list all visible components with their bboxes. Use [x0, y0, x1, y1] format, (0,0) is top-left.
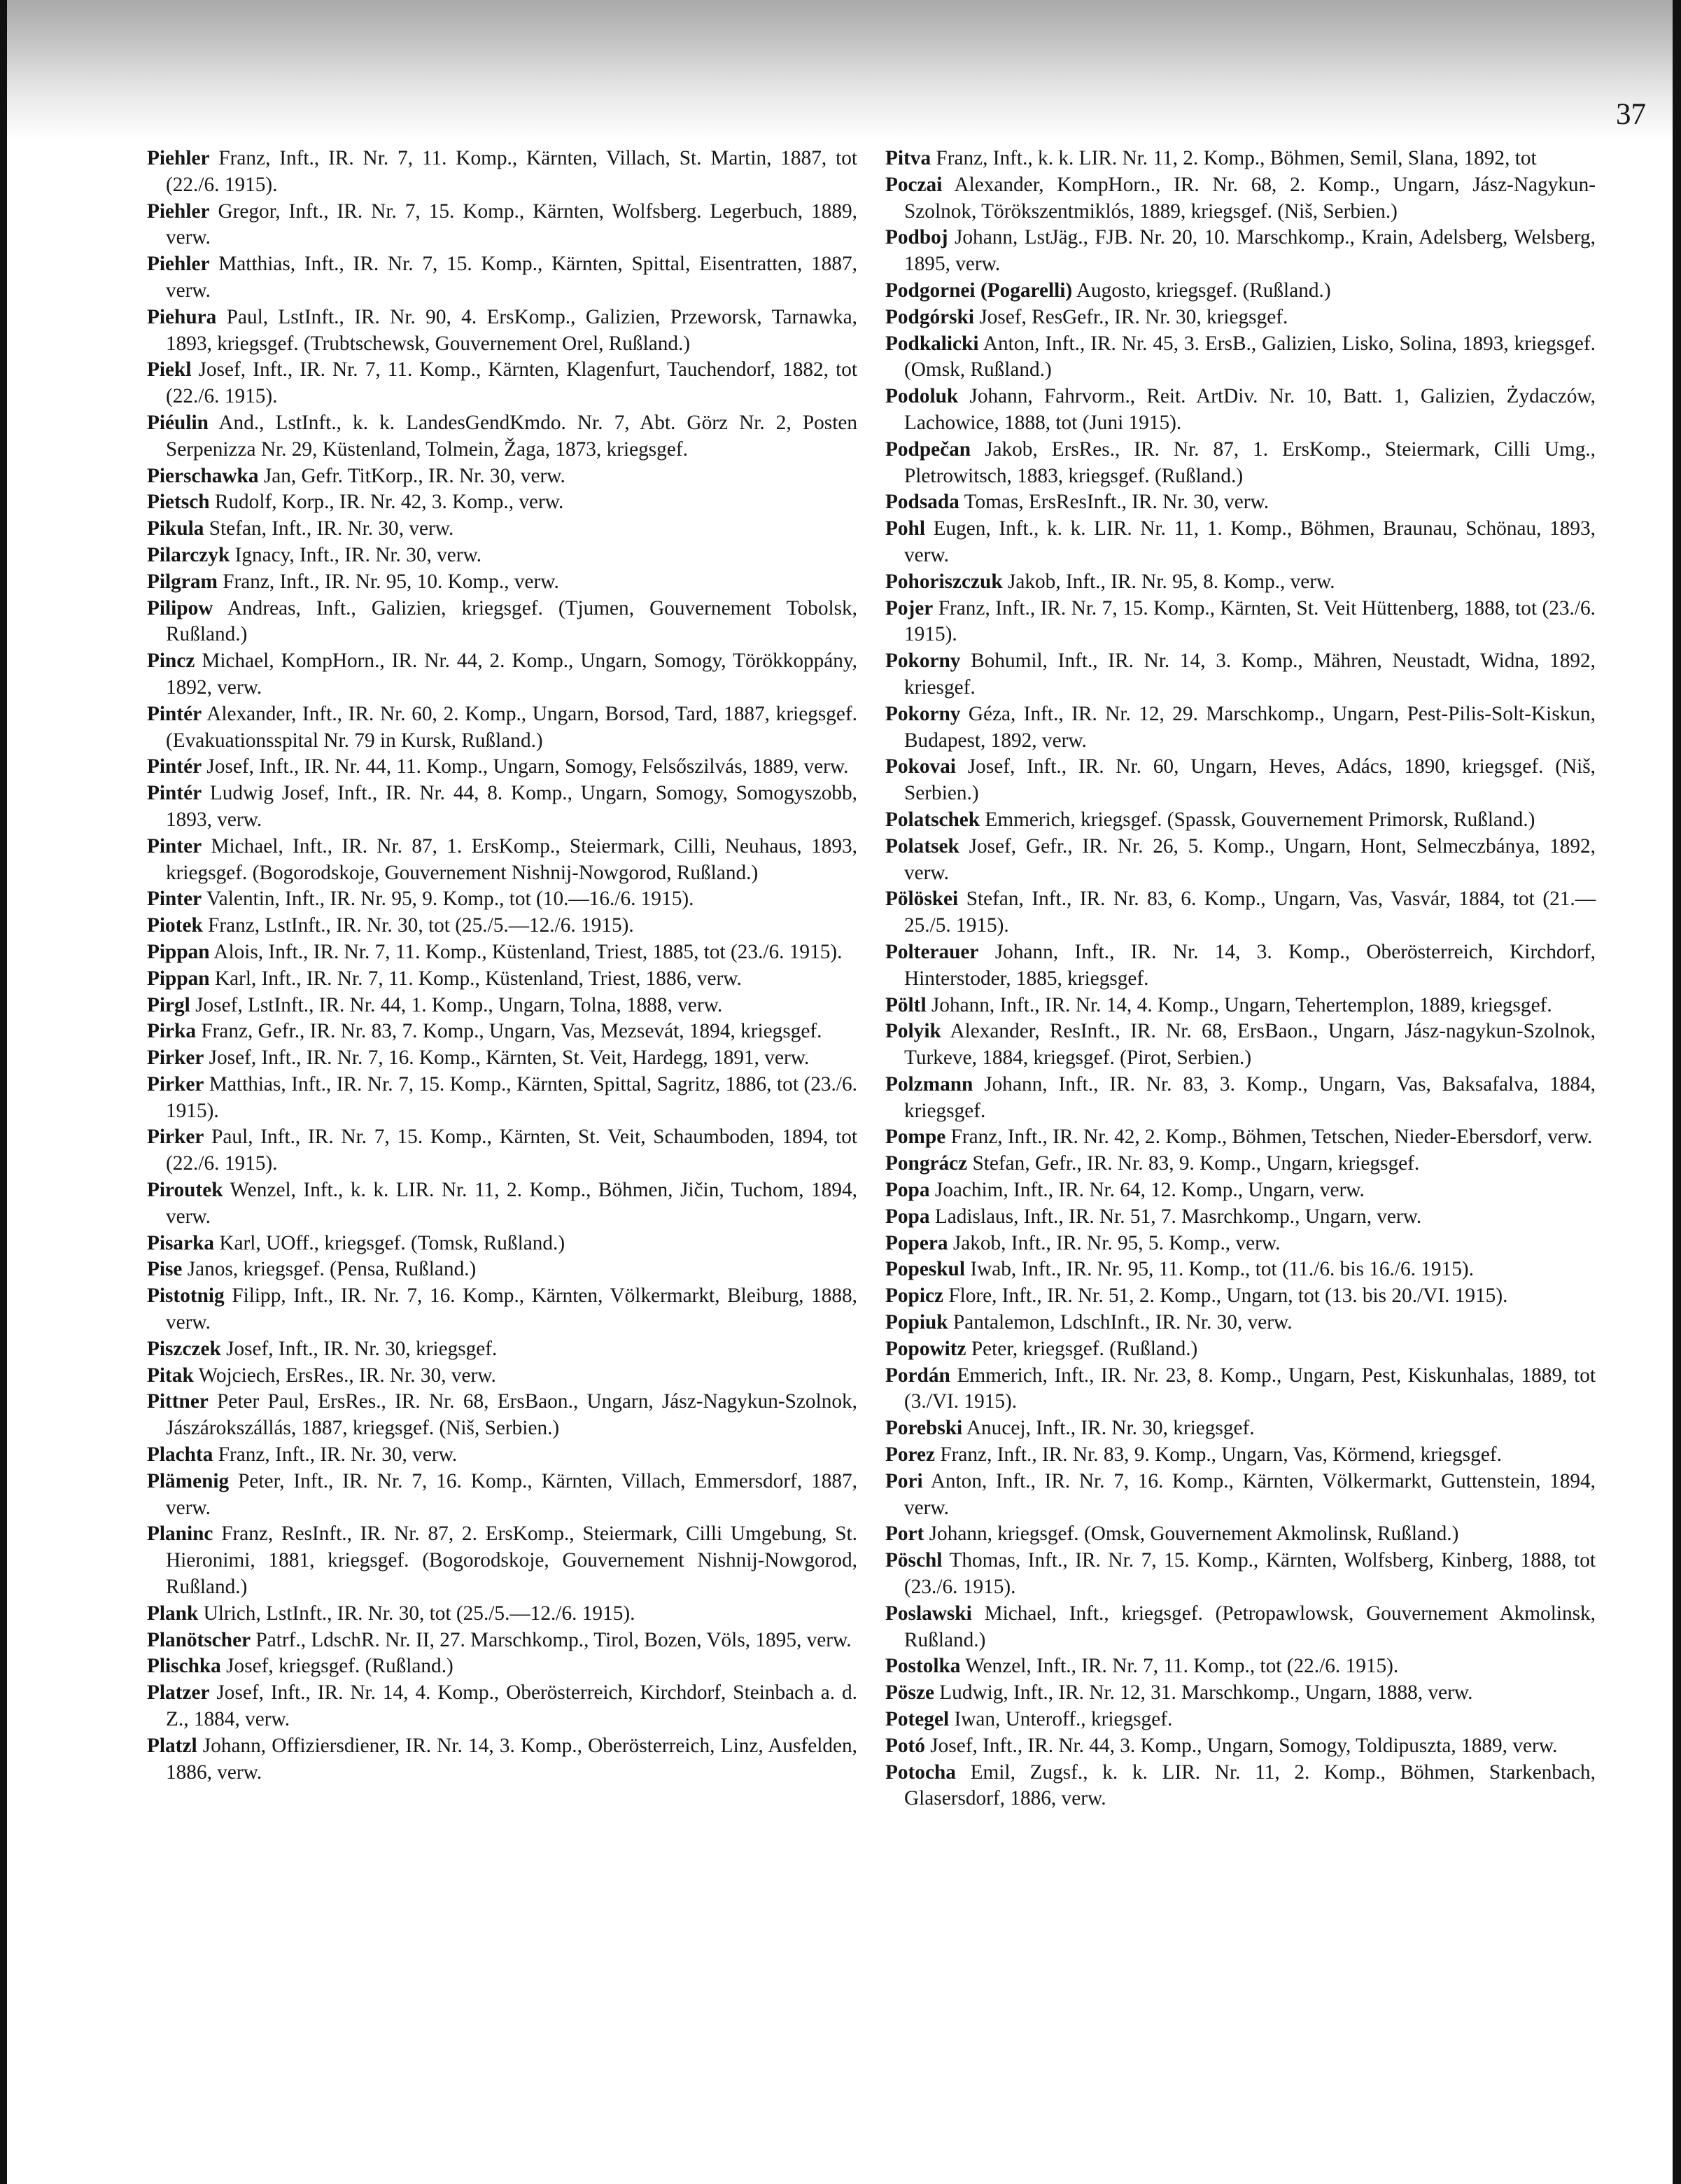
entry-details: Alexander, Inft., IR. Nr. 60, 2. Komp., Ungarn, Borsod, Tard, 1887, kriegsgef. (Evakuationsspital Nr. 79 in Kursk, Rußland.): [166, 702, 857, 752]
list-entry: [147, 913, 857, 939]
entry-details: Wojciech, ErsRes., IR. Nr. 30, verw.: [198, 1364, 496, 1387]
entry-surname: Pori: [885, 1469, 923, 1492]
entry-surname: Polatsek: [885, 834, 959, 858]
list-entry: [147, 1336, 857, 1363]
entry-details: Géza, Inft., IR. Nr. 12, 29. Marschkomp., Ungarn, Pest-Pilis-Solt-Kiskun, Budapest, 1892, verw.: [904, 702, 1596, 752]
entry-details: Franz, ResInft., IR. Nr. 87, 2. ErsKomp., Steiermark, Cilli Umgebung, St. Hieronimi, 1881, kriegsgef. (Bogorodskoje, Gouvernement Nishnij-Nowgorod, Rußland.): [166, 1522, 857, 1599]
list-entry: [885, 1336, 1596, 1363]
entry-surname: Pinter: [147, 834, 202, 858]
entry-surname: Podgornei (Pogarelli): [885, 279, 1073, 302]
entry-surname: Pintér: [147, 755, 202, 778]
entry-details: Jan, Gefr. TitKorp., IR. Nr. 30, verw.: [263, 464, 565, 487]
entry-details: Wenzel, Inft., k. k. LIR. Nr. 11, 2. Komp., Böhmen, Jičin, Tuchom, 1894, verw.: [166, 1179, 857, 1228]
list-entry: [885, 1733, 1596, 1760]
entry-surname: Pitak: [147, 1364, 194, 1387]
scan-shading: [0, 0, 1681, 140]
list-entry: [885, 1072, 1596, 1125]
list-entry: [147, 251, 857, 304]
list-entry: [885, 1469, 1596, 1522]
entry-surname: Polyik: [885, 1020, 941, 1043]
list-entry: [147, 834, 857, 887]
entry-surname: Pölöskei: [885, 888, 959, 911]
entry-surname: Plachta: [147, 1443, 213, 1466]
entry-surname: Planinc: [147, 1522, 213, 1546]
list-entry: [885, 1442, 1596, 1469]
list-entry: [885, 331, 1596, 384]
entry-details: Flore, Inft., IR. Nr. 51, 2. Komp., Ungarn, tot (13. bis 20./VI. 1915).: [948, 1284, 1508, 1308]
entry-surname: Pöltl: [885, 993, 927, 1016]
entry-details: Matthias, Inft., IR. Nr. 7, 15. Komp., Kärnten, Spittal, Eisentratten, 1887, verw.: [166, 253, 858, 302]
entry-details: Johann, kriegsgef. (Omsk, Gouvernement Akmolinsk, Rußland.): [929, 1522, 1459, 1546]
entry-details: Iwab, Inft., IR. Nr. 95, 11. Komp., tot (11./6. bis 16./6. 1915).: [970, 1258, 1474, 1281]
entry-details: Franz, Gefr., IR. Nr. 83, 7. Komp., Ungarn, Vas, Mezsevát, 1894, kriegsgef.: [201, 1020, 822, 1043]
entry-surname: Piehler: [147, 200, 210, 223]
list-entry: [147, 1363, 857, 1390]
entry-surname: Piehler: [147, 253, 210, 276]
entry-details: Johann, Inft., IR. Nr. 14, 4. Komp., Ungarn, Tehertemplon, 1889, kriegsgef.: [931, 993, 1552, 1016]
entry-surname: Platzl: [147, 1734, 197, 1757]
entry-surname: Pojer: [885, 596, 934, 620]
entry-details: Augosto, kriegsgef. (Rußland.): [1076, 279, 1331, 302]
entry-surname: Pintér: [147, 702, 202, 725]
entry-surname: Popeskul: [885, 1258, 965, 1281]
entry-surname: Popiuk: [885, 1311, 948, 1334]
entry-surname: Potegel: [885, 1708, 950, 1731]
list-entry: [885, 1760, 1596, 1813]
list-entry: [147, 463, 857, 490]
entry-details: Iwan, Unteroff., kriegsgef.: [954, 1708, 1173, 1731]
entry-surname: Piszczek: [147, 1337, 221, 1360]
entry-surname: Pittner: [147, 1390, 209, 1413]
list-entry: [885, 278, 1596, 304]
list-entry: [885, 384, 1596, 437]
entry-details: Franz, Inft., IR. Nr. 83, 9. Komp., Ungarn, Vas, Körmend, kriegsgef.: [940, 1443, 1502, 1466]
entry-details: Karl, Inft., IR. Nr. 7, 11. Komp., Küstenland, Triest, 1886, verw.: [214, 967, 742, 990]
list-entry: [885, 1018, 1596, 1072]
entry-surname: Pirker: [147, 1072, 204, 1096]
entry-details: Josef, Inft., IR. Nr. 14, 4. Komp., Oberösterreich, Kirchdorf, Steinbach a. d. Z., 1884, verw.: [166, 1681, 857, 1731]
entry-details: Peter, Inft., IR. Nr. 7, 16. Komp., Kärnten, Villach, Emmersdorf, 1887, verw.: [166, 1469, 858, 1519]
list-entry: [885, 516, 1596, 569]
entry-surname: Poczai: [885, 173, 943, 196]
entry-details: Valentin, Inft., IR. Nr. 95, 9. Komp., tot (10.—16./6. 1915).: [206, 888, 694, 911]
entry-details: Alexander, KompHorn., IR. Nr. 68, 2. Komp., Ungarn, Jász-Nagykun-Szolnok, Törökszentmiklós, 1889, kriegsgef. (Niš, Serbien.): [904, 173, 1596, 223]
entry-details: Franz, Inft., IR. Nr. 7, 11. Komp., Kärnten, Villach, St. Martin, 1887, tot (22./6. 1915).: [166, 147, 857, 196]
entry-surname: Pincz: [147, 650, 195, 673]
list-entry: [885, 939, 1596, 993]
entry-details: Anton, Inft., IR. Nr. 7, 16. Komp., Kärnten, Völkermarkt, Guttenstein, 1894, verw.: [904, 1469, 1596, 1519]
entry-surname: Podsada: [885, 491, 959, 514]
list-entry: [147, 1653, 857, 1680]
entry-details: Franz, Inft., IR. Nr. 95, 10. Komp., verw.: [223, 570, 559, 593]
entry-details: Rudolf, Korp., IR. Nr. 42, 3. Komp., verw.: [214, 491, 564, 514]
list-entry: [885, 1415, 1596, 1442]
entry-details: Wenzel, Inft., IR. Nr. 7, 11. Komp., tot (22./6. 1915).: [965, 1655, 1399, 1678]
entry-details: Johann, Inft., IR. Nr. 83, 3. Komp., Ungarn, Vas, Baksafalva, 1884, kriegsgef.: [904, 1072, 1596, 1122]
entry-surname: Plank: [147, 1602, 199, 1625]
list-entry: [885, 304, 1596, 331]
entry-surname: Pokorny: [885, 650, 961, 673]
entry-surname: Piehler: [147, 147, 210, 169]
entry-surname: Pongrácz: [885, 1152, 968, 1175]
list-entry: [147, 1469, 857, 1522]
entry-details: Eugen, Inft., k. k. LIR. Nr. 11, 1. Komp., Böhmen, Braunau, Schönau, 1893, verw.: [904, 517, 1596, 566]
entry-surname: Pinter: [147, 888, 202, 911]
list-entry: [147, 146, 857, 199]
list-entry: [147, 1177, 857, 1231]
list-entry: [885, 569, 1596, 596]
entry-details: Matthias, Inft., IR. Nr. 7, 15. Komp., Kärnten, Spittal, Sagritz, 1886, tot (23./6. 1915).: [166, 1072, 857, 1122]
entry-surname: Piehura: [147, 305, 217, 328]
list-entry: [885, 1204, 1596, 1231]
entry-details: Franz, Inft., k. k. LIR. Nr. 11, 2. Komp., Böhmen, Semil, Slana, 1892, tot: [936, 147, 1537, 169]
list-entry: [885, 146, 1596, 172]
list-entry: [885, 1283, 1596, 1310]
entry-details: Franz, LstInft., IR. Nr. 30, tot (25./5.—12./6. 1915).: [208, 914, 634, 937]
list-entry: [147, 357, 857, 410]
entry-details: Johann, Inft., IR. Nr. 14, 3. Komp., Oberösterreich, Kirchdorf, Hinterstoder, 1885, kriegsgef.: [904, 940, 1596, 990]
entry-details: Ludwig Josef, Inft., IR. Nr. 44, 8. Komp., Ungarn, Somogy, Somogyszobb, 1893, verw.: [166, 782, 857, 831]
list-entry: [147, 993, 857, 1019]
entry-details: Filipp, Inft., IR. Nr. 7, 16. Komp., Kärnten, Völkermarkt, Bleiburg, 1888, verw.: [166, 1284, 858, 1334]
list-entry: [147, 966, 857, 993]
entry-surname: Piotek: [147, 914, 203, 937]
entry-surname: Pintér: [147, 782, 202, 805]
entry-surname: Potocha: [885, 1760, 956, 1784]
list-entry: [885, 1363, 1596, 1416]
entry-details: Josef, Inft., IR. Nr. 60, Ungarn, Heves, Adács, 1890, kriegsgef. (Niš, Serbien.): [904, 755, 1596, 805]
entry-details: Josef, kriegsgef. (Rußland.): [226, 1655, 453, 1678]
entry-details: Stefan, Inft., IR. Nr. 83, 6. Komp., Ungarn, Vas, Vasvár, 1884, tot (21.—25./5. 1915).: [904, 888, 1596, 937]
entry-surname: Pirker: [147, 1126, 204, 1149]
entry-details: Jakob, Inft., IR. Nr. 95, 8. Komp., verw.: [1007, 570, 1335, 593]
entry-surname: Plämenig: [147, 1469, 230, 1492]
list-entry: [147, 1231, 857, 1257]
list-entry: [147, 596, 857, 649]
list-entry: [147, 1521, 857, 1600]
entry-details: Stefan, Inft., IR. Nr. 30, verw.: [209, 517, 454, 540]
entry-surname: Popera: [885, 1231, 948, 1254]
scan-edge-right: [1673, 0, 1681, 2184]
entry-surname: Platzer: [147, 1681, 210, 1704]
entry-details: Josef, Inft., IR. Nr. 7, 16. Komp., Kärnten, St. Veit, Hardegg, 1891, verw.: [209, 1046, 810, 1070]
entry-details: Franz, Inft., IR. Nr. 7, 15. Komp., Kärnten, St. Veit Hüttenberg, 1888, tot (23./6. 1915).: [904, 596, 1596, 646]
list-entry: [147, 1442, 857, 1469]
list-entry: [147, 886, 857, 913]
entry-surname: Pompe: [885, 1126, 946, 1149]
entry-surname: Pohl: [885, 517, 925, 540]
page-number: 37: [1616, 98, 1646, 131]
list-entry: [147, 1601, 857, 1628]
entry-surname: Poslawski: [885, 1602, 972, 1625]
entry-details: Bohumil, Inft., IR. Nr. 14, 3. Komp., Mähren, Neustadt, Widna, 1892, kriesgef.: [904, 650, 1596, 699]
list-entry: [885, 701, 1596, 755]
list-entry: [147, 1018, 857, 1045]
entry-surname: Pietsch: [147, 491, 210, 514]
list-entry: [885, 1601, 1596, 1654]
entry-details: Franz, Inft., IR. Nr. 30, verw.: [218, 1443, 458, 1466]
list-entry: [147, 1124, 857, 1177]
entry-surname: Pirgl: [147, 993, 190, 1016]
list-entry: [885, 172, 1596, 225]
entry-details: Ulrich, LstInft., IR. Nr. 30, tot (25./5.—12./6. 1915).: [203, 1602, 635, 1625]
list-entry: [147, 1389, 857, 1442]
entry-surname: Pikula: [147, 517, 204, 540]
entry-surname: Piroutek: [147, 1179, 223, 1202]
entry-surname: Podgórski: [885, 305, 974, 328]
entry-details: Janos, kriegsgef. (Pensa, Rußland.): [187, 1258, 477, 1281]
entry-details: Tomas, ErsResInft., IR. Nr. 30, verw.: [964, 491, 1269, 514]
list-entry: [885, 807, 1596, 834]
entry-surname: Pierschawka: [147, 464, 259, 487]
entry-surname: Polzmann: [885, 1072, 973, 1096]
entry-surname: Pippan: [147, 967, 210, 990]
entry-surname: Podoluk: [885, 385, 959, 408]
list-entry: [885, 1680, 1596, 1707]
entry-details: Josef, ResGefr., IR. Nr. 30, kriegsgef.: [979, 305, 1288, 328]
list-entry: [147, 1256, 857, 1283]
entry-surname: Pippan: [147, 940, 210, 963]
list-entry: [885, 1521, 1596, 1548]
entry-surname: Pitva: [885, 147, 931, 169]
entry-details: And., LstInft., k. k. LandesGendKmdo. Nr. 7, Abt. Görz Nr. 2, Posten Serpenizza Nr. 29, Küstenland, Tolmein, Žaga, 1873, kriegsgef.: [166, 411, 857, 461]
entry-details: Emmerich, Inft., IR. Nr. 23, 8. Komp., Ungarn, Pest, Kiskunhalas, 1889, tot (3./VI. 1915).: [904, 1364, 1596, 1413]
list-entry: [885, 1124, 1596, 1151]
entry-surname: Pordán: [885, 1364, 950, 1387]
entry-surname: Pokovai: [885, 755, 956, 778]
list-entry: [147, 939, 857, 966]
list-entry: [147, 1680, 857, 1733]
entry-details: Franz, Inft., IR. Nr. 42, 2. Komp., Böhmen, Tetschen, Nieder-Ebersdorf, verw.: [950, 1126, 1593, 1149]
list-entry: [885, 754, 1596, 807]
entry-details: Jakob, Inft., IR. Nr. 95, 5. Komp., verw.: [952, 1231, 1281, 1254]
entry-details: Gregor, Inft., IR. Nr. 7, 15. Komp., Kärnten, Wolfsberg. Legerbuch, 1889, verw.: [166, 200, 857, 249]
list-entry: [147, 1283, 857, 1336]
list-entry: [147, 701, 857, 755]
list-entry: [147, 754, 857, 780]
list-entry: [147, 516, 857, 542]
list-entry: [885, 834, 1596, 887]
entry-surname: Porebski: [885, 1417, 963, 1440]
list-entry: [147, 304, 857, 358]
entry-surname: Popa: [885, 1179, 930, 1202]
entry-surname: Polatschek: [885, 808, 980, 831]
entry-details: Ignacy, Inft., IR. Nr. 30, verw.: [234, 543, 482, 566]
list-entry: [885, 225, 1596, 278]
entry-details: Anucej, Inft., IR. Nr. 30, kriegsgef.: [966, 1417, 1255, 1440]
scan-edge-left: [0, 0, 7, 2184]
entry-details: Emil, Zugsf., k. k. LIR. Nr. 11, 2. Komp., Böhmen, Starkenbach, Glasersdorf, 1886, verw.: [904, 1760, 1596, 1810]
list-entry: [147, 489, 857, 516]
list-entry: [147, 410, 857, 463]
entry-surname: Popowitz: [885, 1337, 966, 1360]
entry-surname: Pise: [147, 1258, 183, 1281]
entry-details: Ludwig, Inft., IR. Nr. 12, 31. Marschkomp., Ungarn, 1888, verw.: [939, 1681, 1473, 1704]
list-entry: [147, 780, 857, 834]
list-entry: [885, 886, 1596, 939]
entry-details: Thomas, Inft., IR. Nr. 7, 15. Komp., Kärnten, Wolfsberg, Kinberg, 1888, tot (23./6. 1915).: [904, 1549, 1596, 1599]
entry-surname: Pöschl: [885, 1549, 943, 1572]
list-entry: [885, 437, 1596, 490]
entry-surname: Pilarczyk: [147, 543, 230, 566]
entry-surname: Pokorny: [885, 702, 961, 725]
list-entry: [885, 1653, 1596, 1680]
entry-details: Emmerich, kriegsgef. (Spassk, Gouvernement Primorsk, Rußland.): [985, 808, 1535, 831]
entry-surname: Popicz: [885, 1284, 943, 1308]
entry-details: Anton, Inft., IR. Nr. 45, 3. ErsB., Galizien, Lisko, Solina, 1893, kriegsgef. (Omsk, Rußland.): [904, 332, 1596, 382]
list-entry: [885, 993, 1596, 1019]
list-entry: [885, 596, 1596, 649]
entry-surname: Plischka: [147, 1655, 221, 1678]
entry-details: Johann, Offiziersdiener, IR. Nr. 14, 3. Komp., Oberösterreich, Linz, Ausfelden, 1886, verw.: [166, 1734, 858, 1784]
entry-surname: Pilgram: [147, 570, 218, 593]
entry-surname: Port: [885, 1522, 924, 1546]
entry-details: Michael, Inft., IR. Nr. 87, 1. ErsKomp., Steiermark, Cilli, Neuhaus, 1893, kriegsgef. (Bogorodskoje, Gouvernement Nishnij-Nowgorod, Rußland.): [166, 834, 857, 884]
entry-surname: Potó: [885, 1734, 925, 1757]
right-column: [885, 146, 1596, 1812]
list-entry: [147, 648, 857, 701]
entry-surname: Popa: [885, 1205, 930, 1228]
entry-details: Peter, kriegsgef. (Rußland.): [971, 1337, 1198, 1360]
entry-surname: Planötscher: [147, 1628, 251, 1651]
entry-details: Michael, KompHorn., IR. Nr. 44, 2. Komp., Ungarn, Somogy, Törökkoppány, 1892, verw.: [166, 650, 857, 699]
entry-surname: Pisarka: [147, 1231, 215, 1254]
entry-details: Karl, UOff., kriegsgef. (Tomsk, Rußland.): [219, 1231, 565, 1254]
entry-details: Josef, Gefr., IR. Nr. 26, 5. Komp., Ungarn, Hont, Selmeczbánya, 1892, verw.: [904, 834, 1596, 884]
entry-surname: Pilipow: [147, 596, 213, 620]
entry-surname: Polterauer: [885, 940, 979, 963]
list-entry: [147, 569, 857, 596]
entry-details: Alois, Inft., IR. Nr. 7, 11. Komp., Küstenland, Triest, 1885, tot (23./6. 1915).: [213, 940, 843, 963]
entry-surname: Pösze: [885, 1681, 934, 1704]
entry-surname: Podboj: [885, 226, 948, 249]
entry-surname: Podkalicki: [885, 332, 979, 355]
list-entry: [885, 489, 1596, 516]
entry-details: Joachim, Inft., IR. Nr. 64, 12. Komp., Ungarn, verw.: [934, 1179, 1365, 1202]
entry-details: Pantalemon, LdschInft., IR. Nr. 30, verw.: [952, 1311, 1293, 1334]
entry-surname: Piéulin: [147, 411, 209, 434]
entry-details: Stefan, Gefr., IR. Nr. 83, 9. Komp., Ungarn, kriegsgef.: [972, 1152, 1420, 1175]
entry-surname: Postolka: [885, 1655, 961, 1678]
entry-surname: Porez: [885, 1443, 936, 1466]
entry-details: Johann, Fahrvorm., Reit. ArtDiv. Nr. 10, Batt. 1, Galizien, Żydaczów, Lachowice, 1888, tot (Juni 1915).: [904, 385, 1596, 434]
list-entry: [885, 1151, 1596, 1177]
entry-details: Josef, Inft., IR. Nr. 44, 3. Komp., Ungarn, Somogy, Toldipuszta, 1889, verw.: [930, 1734, 1558, 1757]
list-entry: [147, 1045, 857, 1072]
list-entry: [885, 1177, 1596, 1204]
list-entry: [885, 648, 1596, 701]
list-entry: [885, 1310, 1596, 1336]
entry-surname: Pirka: [147, 1020, 196, 1043]
entry-details: Josef, Inft., IR. Nr. 44, 11. Komp., Ungarn, Somogy, Felsőszilvás, 1889, verw.: [206, 755, 849, 778]
entry-details: Paul, LstInft., IR. Nr. 90, 4. ErsKomp., Galizien, Przeworsk, Tarnawka, 1893, kriegsgef. (Trubtschewsk, Gouvernement Orel, Rußland.): [166, 305, 857, 355]
entry-details: Alexander, ResInft., IR. Nr. 68, ErsBaon., Ungarn, Jász-nagykun-Szolnok, Turkeve, 1884, kriegsgef. (Pirot, Serbien.): [904, 1020, 1596, 1070]
entry-details: Michael, Inft., kriegsgef. (Petropawlowsk, Gouvernement Akmolinsk, Rußland.): [904, 1602, 1596, 1651]
entry-details: Peter Paul, ErsRes., IR. Nr. 68, ErsBaon., Ungarn, Jász-Nagykun-Szolnok, Jászárokszállás, 1887, kriegsgef. (Niš, Serbien.): [166, 1390, 857, 1440]
list-entry: [147, 199, 857, 252]
entry-surname: Piekl: [147, 358, 192, 382]
left-column: [147, 146, 857, 1786]
entry-details: Josef, Inft., IR. Nr. 30, kriegsgef.: [226, 1337, 498, 1360]
entry-details: Josef, LstInft., IR. Nr. 44, 1. Komp., Ungarn, Tolna, 1888, verw.: [195, 993, 723, 1016]
list-entry: [147, 1072, 857, 1125]
entry-surname: Pirker: [147, 1046, 204, 1070]
entry-surname: Pohoriszczuk: [885, 570, 1003, 593]
list-entry: [147, 1628, 857, 1654]
list-entry: [885, 1231, 1596, 1257]
entry-surname: Podpečan: [885, 438, 971, 461]
list-entry: [885, 1707, 1596, 1733]
entry-surname: Pistotnig: [147, 1284, 225, 1308]
entry-details: Josef, Inft., IR. Nr. 7, 11. Komp., Kärnten, Klagenfurt, Tauchendorf, 1882, tot (22./6. 1915).: [166, 358, 857, 408]
entry-details: Ladislaus, Inft., IR. Nr. 51, 7. Masrchkomp., Ungarn, verw.: [934, 1205, 1422, 1228]
list-entry: [885, 1548, 1596, 1601]
entry-details: Johann, LstJäg., FJB. Nr. 20, 10. Marschkomp., Krain, Adelsberg, Welsberg, 1895, verw.: [904, 226, 1596, 276]
entry-details: Patrf., LdschR. Nr. II, 27. Marschkomp., Tirol, Bozen, Völs, 1895, verw.: [255, 1628, 852, 1651]
entry-details: Jakob, ErsRes., IR. Nr. 87, 1. ErsKomp., Steiermark, Cilli Umg., Pletrowitsch, 1883, kriegsgef. (Rußland.): [904, 438, 1596, 487]
list-entry: [147, 542, 857, 569]
list-entry: [147, 1733, 857, 1786]
entry-details: Paul, Inft., IR. Nr. 7, 15. Komp., Kärnten, St. Veit, Schaumboden, 1894, tot (22./6. 1915).: [166, 1126, 857, 1175]
list-entry: [885, 1256, 1596, 1283]
entry-details: Andreas, Inft., Galizien, kriegsgef. (Tjumen, Gouvernement Tobolsk, Rußland.): [166, 596, 857, 646]
